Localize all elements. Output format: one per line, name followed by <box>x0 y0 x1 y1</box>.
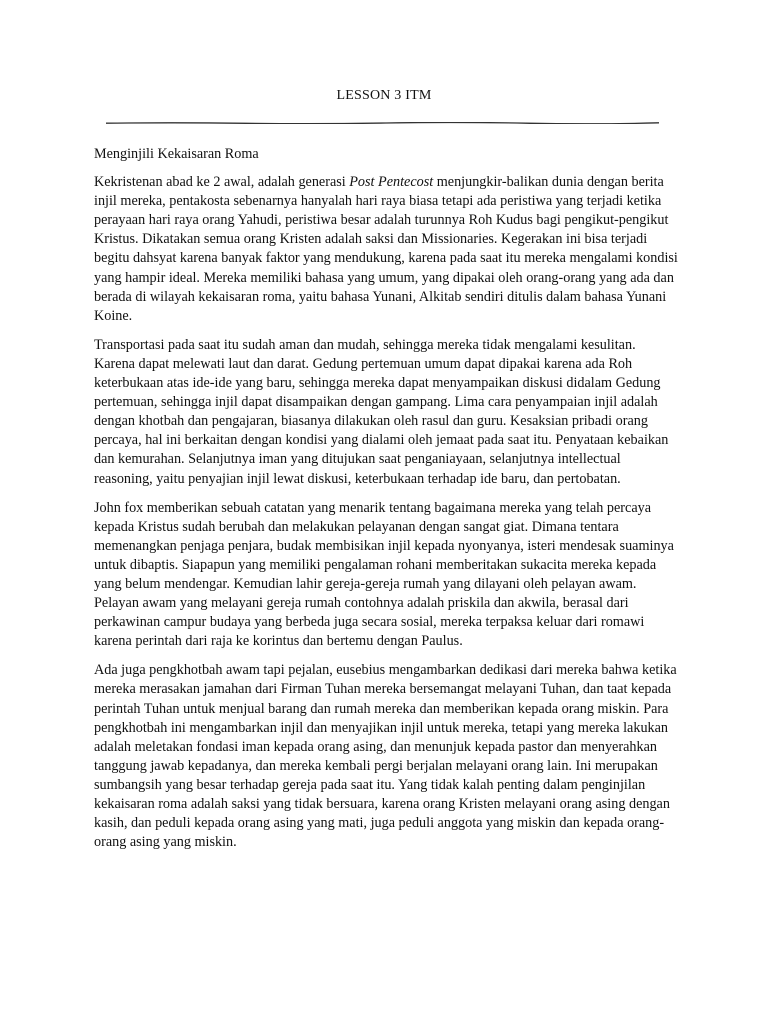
title-divider <box>106 122 659 124</box>
paragraph-3: John fox memberikan sebuah catatan yang menarik tentang bagaimana mereka yang telah percaya kepada Kristus sudah berubah dan melakukan pelayanan dengan sangat giat. Dimana tentara memenangkan penjaga penjara, budak membisikan injil kepada nyonyanya, isteri mendesak suaminya untuk dibaptis. Siapapun yang memiliki pengalaman rohani memberitakan sukacita mereka kepada yang belum mendengar. Kemudian lahir gereja-gereja rumah yang dilayani oleh pelayan awam. Pelayan awam yang melayani gereja rumah contohnya adalah priskila dan akwila, berasal dari perkawinan campur budaya yang berbeda juga secara sosial, mereka terpaksa keluar dari romawi karena perintah dari raja ke korintus dan bertemu dengan Paulus. <box>94 499 674 650</box>
paragraph-4: Ada juga pengkhotbah awam tapi pejalan, eusebius mengambarkan dedikasi dari mereka bahwa ketika mereka merasakan jamahan dari Firman Tuhan mereka bersemangat melayani Tuhan, dan taat kepada perintah Tuhan untuk menjual barang dan rumah mereka dan memberikan kepada orang miskin. Para pengkhotbah ini mengambarkan injil dan menyajikan injil untuk mereka, tetapi yang mereka lakukan adalah meletakan fondasi iman kepada orang asing, dan menunjuk kepada pastor dan menyerahkan tanggung jawab kepadanya, dan mereka kembali pergi berjalan melayani orang lain. Ini merupakan sumbangsih yang besar terhadap gereja pada saat itu. Yang tidak kalah penting dalam penginjilan kekaisaran roma adalah saksi yang tidak bersuara, karena orang Kristen melayani orang asing dengan kasih, dan peduli kepada orang asing yang mati, juga peduli anggota yang miskin dan kepada orang-orang asing yang miskin. <box>94 662 677 851</box>
section-heading: Menginjili Kekaisaran Roma <box>94 146 259 162</box>
document-body <box>94 145 680 862</box>
paragraph-1 <box>94 173 680 326</box>
paragraph-1-part-2: menjungkir-balikan dunia dengan berita injil mereka, pentakosta sebenarnya hanyalah hari raya biasa tetapi ada peristiwa yang terjadi ketika perayaan hari raya orang Yahudi, peristiwa besar adalah turunnya Roh Kudus bagi pengikut-pengikut Kristus. Dikatakan semua orang Kristen adalah saksi dan Missionaries. Kegerakan ini bisa terjadi begitu dahsyat karena banyak faktor yang mendukung, karena pada saat itu mereka mengalami kondisi yang hampir ideal. Mereka memiliki bahasa yang umum, yang dipakai oleh orang-orang yang ada dan berada di wilayah kekaisaran roma, yaitu bahasa Yunani, Alkitab sendiri ditulis dalam bahasa Yunani Koine. <box>94 174 678 324</box>
page-title: LESSON 3 ITM <box>336 88 432 103</box>
paragraph-1-part-1: Kekristenan abad ke 2 awal, adalah generasi <box>94 174 350 191</box>
paragraph-1-emphasis: Post Pentecost <box>349 174 434 191</box>
paragraph-2: Transportasi pada saat itu sudah aman dan mudah, sehingga mereka tidak mengalami kesulitan. Karena dapat melewati laut dan darat. Gedung pertemuan umum dapat dipakai karena ada Roh keterbukaan atas ide-ide yang baru, sehingga mereka dapat menyampaikan diskusi didalam Gedung pertemuan, sehingga injil dapat disampaikan dengan gampang. Lima cara penyampaian injil adalah dengan khotbah dan pengajaran, biasanya dilakukan oleh rasul dan guru. Kesaksian pribadi orang percaya, hal ini berkaitan dengan kondisi yang dialami oleh jemaat pada saat itu. Penyataan kebaikan dan kemurahan. Selanjutnya iman yang ditujukan saat penganiayaan, selanjutnya intellectual reasoning, yaitu penyajian injil lewat diskusi, keterbukaan terhadap ide baru, dan pertobatan. <box>94 336 669 487</box>
